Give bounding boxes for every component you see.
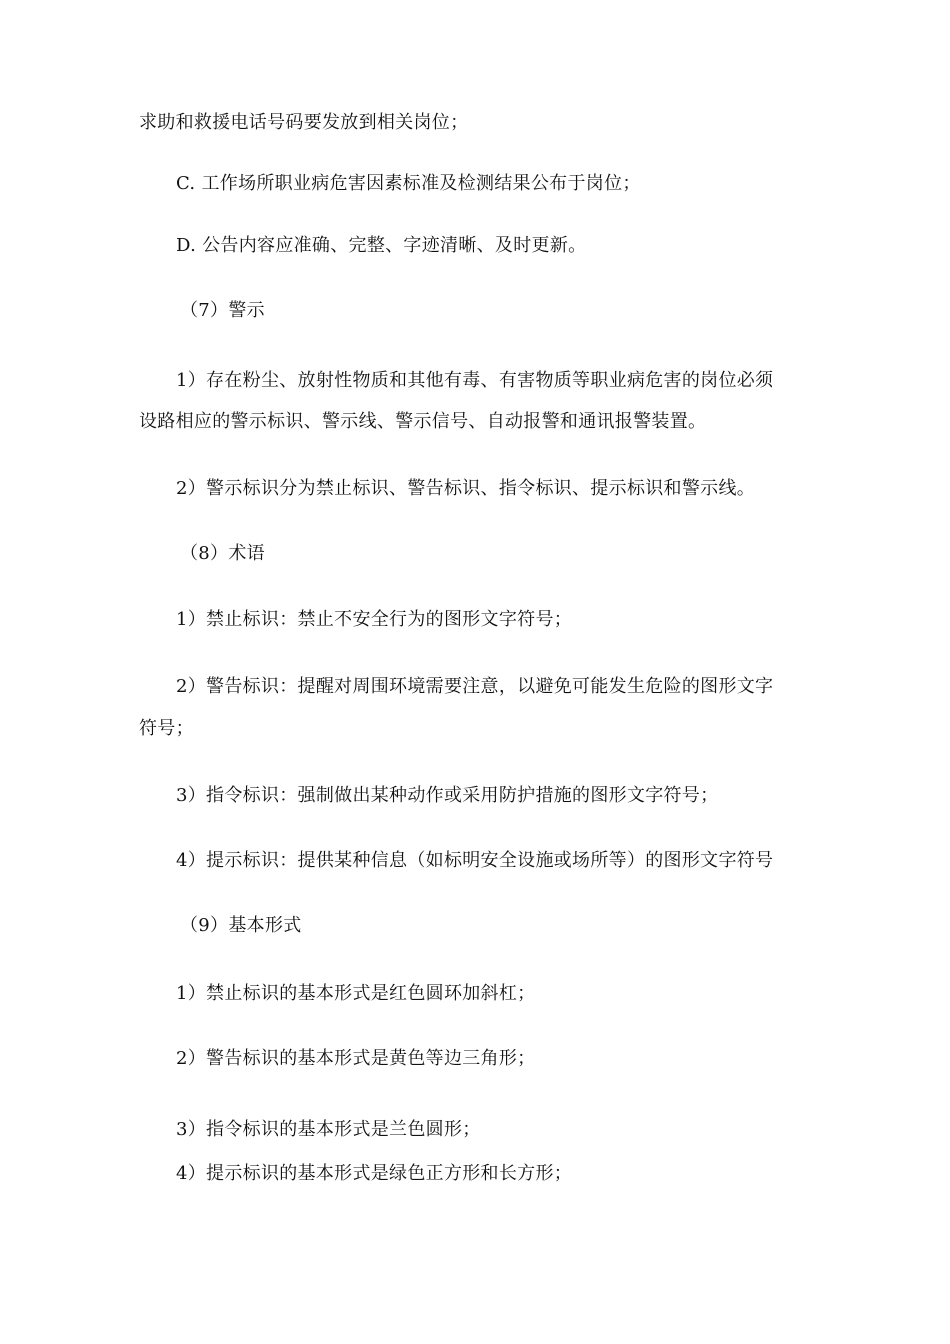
text-line-12: 3）指令标识：强制做出某种动作或采用防护措施的图形文字符号；	[176, 785, 719, 806]
text-line-16: 2）警告标识的基本形式是黄色等边三角形；	[176, 1048, 536, 1069]
text-line-7: 2）警示标识分为禁止标识、警告标识、指令标识、提示标识和警示线。	[176, 478, 756, 499]
section-heading-8: （8）术语	[180, 543, 265, 564]
text-line-15: 1）禁止标识的基本形式是红色圆环加斜杠；	[176, 983, 536, 1004]
text-line-6: 设路相应的警示标识、警示线、警示信号、自动报警和通讯报警装置。	[139, 411, 707, 432]
text-line-13: 4）提示标识：提供某种信息（如标明安全设施或场所等）的图形文字符号	[176, 850, 774, 871]
text-line-1: 求助和救援电话号码要发放到相关岗位；	[139, 112, 469, 133]
text-line-3: D. 公告内容应准确、完整、字迹清晰、及时更新。	[176, 235, 587, 256]
section-heading-9: （9）基本形式	[180, 915, 302, 936]
text-line-9: 1）禁止标识：禁止不安全行为的图形文字符号；	[176, 609, 573, 630]
text-line-18: 4）提示标识的基本形式是绿色正方形和长方形；	[176, 1163, 573, 1184]
text-line-17: 3）指令标识的基本形式是兰色圆形；	[176, 1119, 481, 1140]
text-line-11: 符号；	[139, 718, 194, 739]
text-line-2: C. 工作场所职业病危害因素标准及检测结果公布于岗位；	[176, 173, 641, 194]
text-line-10: 2）警告标识：提醒对周围环境需要注意，以避免可能发生危险的图形文字	[176, 676, 774, 697]
text-line-5: 1）存在粉尘、放射性物质和其他有毒、有害物质等职业病危害的岗位必须	[176, 370, 774, 391]
section-heading-7: （7）警示	[180, 300, 265, 321]
